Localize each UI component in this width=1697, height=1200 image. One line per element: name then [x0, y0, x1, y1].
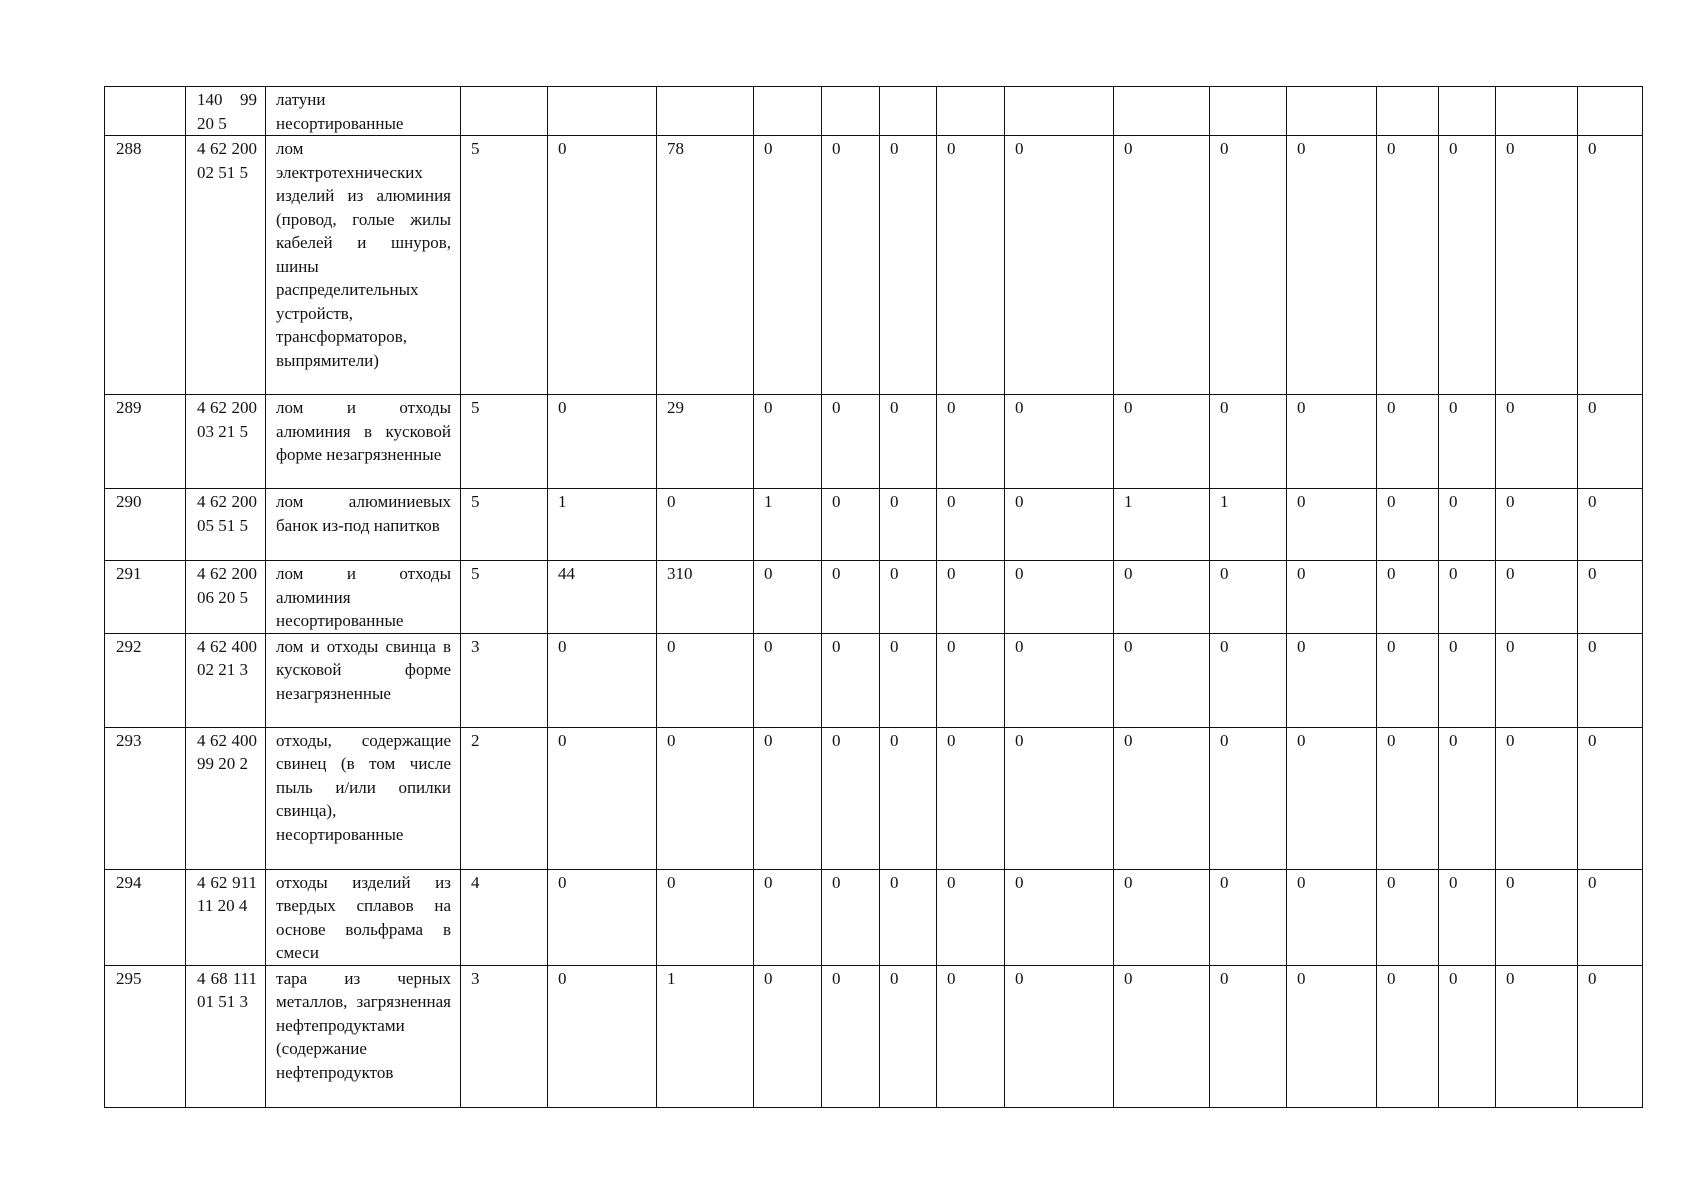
value-cell: 0	[1377, 489, 1439, 561]
value-cell: 0	[1210, 869, 1287, 965]
waste-name-cell: лом и отходы алюминия несортированные	[266, 561, 461, 634]
value-cell: 0	[1439, 136, 1496, 395]
value-cell: 0	[1496, 965, 1578, 1107]
value-cell: 0	[1114, 727, 1210, 869]
value-cell: 0	[1005, 561, 1114, 634]
value-cell: 0	[1439, 561, 1496, 634]
value-cell	[1578, 87, 1643, 136]
value-cell: 0	[1210, 965, 1287, 1107]
value-cell: 0	[754, 965, 822, 1107]
table-row	[105, 561, 1643, 634]
value-cell: 0	[1005, 633, 1114, 727]
waste-code-cell: 140 99 20 5	[186, 87, 266, 136]
waste-name-cell: лом и отходы свинца в кусковой форме незагрязненные	[266, 633, 461, 727]
value-cell: 0	[1210, 136, 1287, 395]
value-cell: 0	[1496, 395, 1578, 489]
value-cell: 1	[1114, 489, 1210, 561]
value-cell: 0	[1287, 561, 1377, 634]
value-cell: 0	[1377, 869, 1439, 965]
value-cell: 0	[1287, 489, 1377, 561]
value-cell: 0	[754, 727, 822, 869]
value-cell: 0	[937, 561, 1005, 634]
value-cell: 0	[1005, 727, 1114, 869]
value-cell: 0	[1496, 561, 1578, 634]
row-number-cell: 291	[105, 561, 186, 634]
value-cell: 44	[548, 561, 657, 634]
value-cell: 0	[1578, 965, 1643, 1107]
value-cell: 0	[1439, 727, 1496, 869]
value-cell: 0	[937, 395, 1005, 489]
value-cell: 29	[657, 395, 754, 489]
value-cell	[1496, 87, 1578, 136]
value-cell: 0	[1114, 965, 1210, 1107]
value-cell: 0	[822, 489, 880, 561]
waste-name-cell: лом алюминиевых банок из-под напитков	[266, 489, 461, 561]
value-cell: 0	[1114, 633, 1210, 727]
value-cell: 0	[1496, 869, 1578, 965]
value-cell: 0	[754, 136, 822, 395]
value-cell: 0	[657, 489, 754, 561]
value-cell: 0	[1114, 136, 1210, 395]
value-cell: 0	[1005, 395, 1114, 489]
waste-name-cell: лом электротехнических изделий из алюминия (провод, голые жилы кабелей и шнуров, шины распределительных устройств, трансформаторов, выпрямители)	[266, 136, 461, 395]
value-cell: 0	[548, 395, 657, 489]
value-cell: 0	[1005, 869, 1114, 965]
value-cell: 1	[754, 489, 822, 561]
value-cell	[1210, 87, 1287, 136]
value-cell: 0	[1578, 489, 1643, 561]
waste-code-cell: 4 62 400 02 21 3	[186, 633, 266, 727]
value-cell: 0	[1114, 561, 1210, 634]
row-number-cell	[105, 87, 186, 136]
hazard-class-cell: 4	[461, 869, 548, 965]
value-cell	[1114, 87, 1210, 136]
value-cell: 0	[1377, 561, 1439, 634]
value-cell: 0	[822, 136, 880, 395]
table-row	[105, 136, 1643, 395]
value-cell: 0	[548, 965, 657, 1107]
value-cell: 0	[1578, 869, 1643, 965]
value-cell: 1	[1210, 489, 1287, 561]
value-cell: 0	[1377, 136, 1439, 395]
row-number-cell: 293	[105, 727, 186, 869]
value-cell: 0	[1377, 633, 1439, 727]
value-cell: 0	[1210, 395, 1287, 489]
value-cell	[937, 87, 1005, 136]
value-cell: 0	[880, 561, 937, 634]
waste-name-cell: тара из черных металлов, загрязненная нефтепродуктами (содержание нефтепродуктов	[266, 965, 461, 1107]
table-body	[105, 87, 1643, 1108]
table-row	[105, 87, 1643, 136]
row-number-cell: 292	[105, 633, 186, 727]
row-number-cell: 288	[105, 136, 186, 395]
waste-data-table	[104, 86, 1643, 1108]
value-cell: 0	[937, 633, 1005, 727]
value-cell: 310	[657, 561, 754, 634]
value-cell: 0	[822, 633, 880, 727]
value-cell: 0	[1005, 136, 1114, 395]
hazard-class-cell: 5	[461, 489, 548, 561]
value-cell: 0	[1439, 965, 1496, 1107]
hazard-class-cell: 5	[461, 136, 548, 395]
value-cell: 0	[754, 633, 822, 727]
hazard-class-cell: 3	[461, 633, 548, 727]
value-cell: 0	[1210, 561, 1287, 634]
waste-code-cell: 4 62 400 99 20 2	[186, 727, 266, 869]
value-cell: 0	[1578, 727, 1643, 869]
value-cell: 0	[1496, 136, 1578, 395]
value-cell: 0	[937, 727, 1005, 869]
value-cell: 0	[880, 727, 937, 869]
waste-name-cell: лом и отходы алюминия в кусковой форме незагрязненные	[266, 395, 461, 489]
value-cell: 0	[1287, 965, 1377, 1107]
value-cell: 0	[548, 727, 657, 869]
value-cell: 0	[822, 561, 880, 634]
value-cell: 0	[1210, 633, 1287, 727]
hazard-class-cell	[461, 87, 548, 136]
value-cell: 0	[1287, 136, 1377, 395]
value-cell: 0	[657, 727, 754, 869]
value-cell: 0	[1377, 727, 1439, 869]
value-cell: 0	[1287, 869, 1377, 965]
value-cell: 0	[548, 136, 657, 395]
value-cell: 0	[880, 489, 937, 561]
value-cell: 0	[1439, 869, 1496, 965]
value-cell	[880, 87, 937, 136]
value-cell: 0	[1377, 965, 1439, 1107]
value-cell: 0	[1114, 395, 1210, 489]
value-cell: 0	[548, 633, 657, 727]
value-cell: 0	[880, 136, 937, 395]
value-cell: 0	[1578, 136, 1643, 395]
value-cell: 78	[657, 136, 754, 395]
row-number-cell: 294	[105, 869, 186, 965]
value-cell: 0	[1578, 395, 1643, 489]
hazard-class-cell: 2	[461, 727, 548, 869]
value-cell: 0	[1496, 727, 1578, 869]
table-row	[105, 633, 1643, 727]
value-cell: 0	[1287, 727, 1377, 869]
value-cell: 0	[1114, 869, 1210, 965]
row-number-cell: 289	[105, 395, 186, 489]
value-cell	[548, 87, 657, 136]
value-cell	[657, 87, 754, 136]
waste-code-cell: 4 62 200 03 21 5	[186, 395, 266, 489]
table-row	[105, 869, 1643, 965]
row-number-cell: 290	[105, 489, 186, 561]
value-cell: 0	[1287, 633, 1377, 727]
waste-code-cell: 4 62 200 05 51 5	[186, 489, 266, 561]
value-cell: 0	[937, 489, 1005, 561]
value-cell: 0	[937, 136, 1005, 395]
value-cell: 0	[1578, 633, 1643, 727]
waste-name-cell: латуни несортированные	[266, 87, 461, 136]
value-cell	[754, 87, 822, 136]
value-cell: 0	[880, 395, 937, 489]
value-cell	[1377, 87, 1439, 136]
waste-name-cell: отходы изделий из твердых сплавов на основе вольфрама в смеси	[266, 869, 461, 965]
value-cell	[822, 87, 880, 136]
value-cell: 0	[754, 869, 822, 965]
value-cell: 0	[754, 561, 822, 634]
row-number-cell: 295	[105, 965, 186, 1107]
waste-code-cell: 4 62 200 02 51 5	[186, 136, 266, 395]
value-cell: 0	[1005, 965, 1114, 1107]
value-cell: 0	[1496, 633, 1578, 727]
value-cell	[1287, 87, 1377, 136]
value-cell: 0	[657, 869, 754, 965]
value-cell: 0	[880, 869, 937, 965]
value-cell	[1439, 87, 1496, 136]
waste-code-cell: 4 62 911 11 20 4	[186, 869, 266, 965]
hazard-class-cell: 5	[461, 561, 548, 634]
table-row	[105, 727, 1643, 869]
value-cell: 0	[822, 965, 880, 1107]
value-cell: 0	[880, 633, 937, 727]
table-row	[105, 965, 1643, 1107]
value-cell: 1	[548, 489, 657, 561]
waste-code-cell: 4 62 200 06 20 5	[186, 561, 266, 634]
value-cell: 0	[1439, 489, 1496, 561]
table-row	[105, 395, 1643, 489]
value-cell: 0	[1210, 727, 1287, 869]
hazard-class-cell: 3	[461, 965, 548, 1107]
value-cell: 0	[1287, 395, 1377, 489]
value-cell: 0	[1439, 395, 1496, 489]
value-cell: 0	[822, 869, 880, 965]
value-cell: 1	[657, 965, 754, 1107]
value-cell: 0	[1578, 561, 1643, 634]
value-cell: 0	[754, 395, 822, 489]
value-cell: 0	[548, 869, 657, 965]
value-cell: 0	[822, 395, 880, 489]
value-cell: 0	[937, 965, 1005, 1107]
value-cell: 0	[880, 965, 937, 1107]
value-cell: 0	[1439, 633, 1496, 727]
value-cell: 0	[822, 727, 880, 869]
value-cell: 0	[937, 869, 1005, 965]
waste-name-cell: отходы, содержащие свинец (в том числе пыль и/или опилки свинца), несортированные	[266, 727, 461, 869]
value-cell: 0	[1496, 489, 1578, 561]
waste-code-cell: 4 68 111 01 51 3	[186, 965, 266, 1107]
value-cell: 0	[1005, 489, 1114, 561]
hazard-class-cell: 5	[461, 395, 548, 489]
value-cell: 0	[657, 633, 754, 727]
table-row	[105, 489, 1643, 561]
value-cell	[1005, 87, 1114, 136]
value-cell: 0	[1377, 395, 1439, 489]
